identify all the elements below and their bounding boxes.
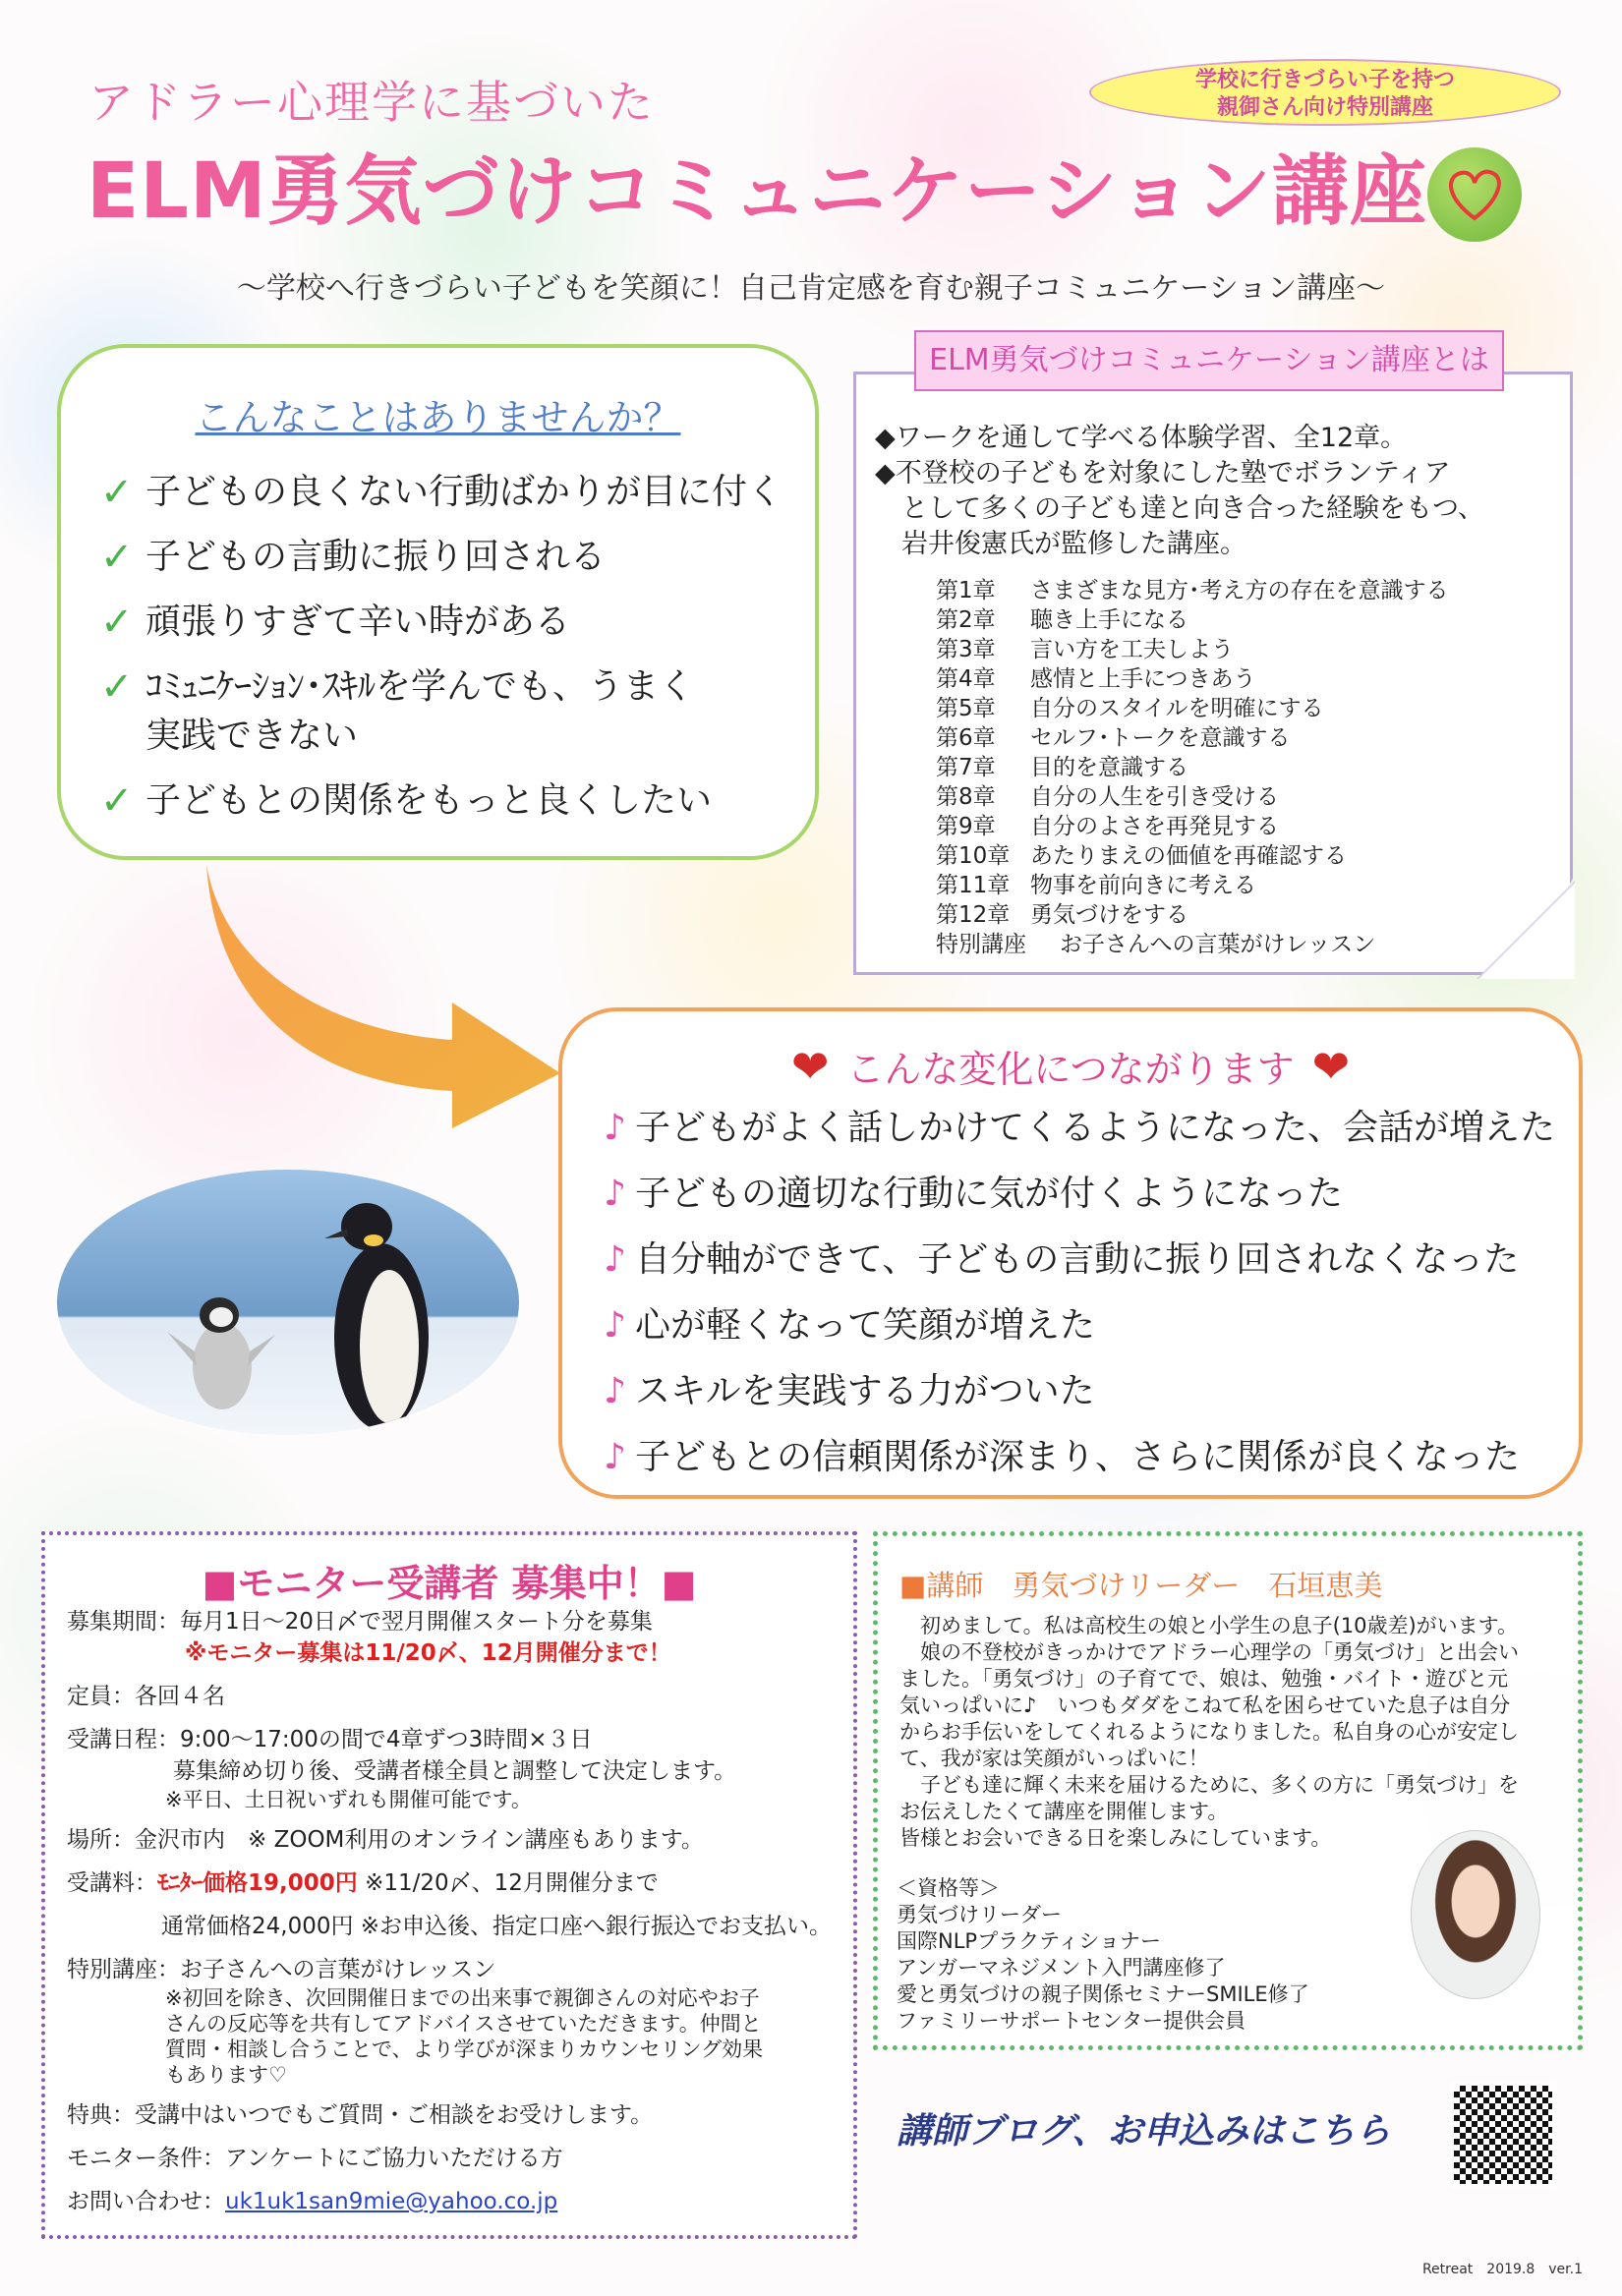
chapter-item — [936, 605, 1449, 635]
questions-box — [57, 344, 819, 860]
chapter-item — [936, 694, 1449, 723]
penguin-photo — [57, 1170, 519, 1435]
list-item — [604, 1236, 1555, 1284]
chapter-text: 聴き上手になる — [1030, 607, 1188, 633]
music-note-icon: ♪ — [604, 1305, 626, 1346]
schedule-note-2: ※平日、土日祝いずれも開催可能です。 — [165, 1788, 532, 1811]
about-intro — [875, 421, 1553, 562]
check-icon: ✓ — [100, 778, 134, 824]
chapter-text: 勇気づけをする — [1030, 902, 1188, 928]
chapter-list — [936, 576, 1449, 959]
chapter-text: あたりまえの価値を再確認する — [1030, 843, 1347, 869]
chapter-number: 特別講座 — [936, 932, 1026, 957]
music-note-icon: ♪ — [604, 1437, 626, 1477]
special-course-note: ※初回を除き、次回開催日までの出来事で親御さんの対応やお子 さんの反応等を共有してアドバイスさせていただきます。仲間と 質問・相談し合うことで、より学びが深まりカウンセリング効果 もあります♡ — [165, 1986, 764, 2087]
teacher-bio: 初めまして。私は高校生の娘と小学生の息子(10歳差)がいます。 娘の不登校がきっかけでアドラー心理学の「勇気づけ」と出会い ました。「勇気づけ」の子育てで、娘は、勉強・バイト・遊びと元 気いっぱいに♪ いつもダダをこねて私を困らせていた息子は自分 からお手伝いをしてくれるようになりました。私自身の心が安定し て、我が家は笑顔がいっぱいに！ 子ども達に輝く未来を届けるために、多くの方に「勇気づけ」を お伝えしたくて講座を開催します。 皆様とお会いできる日を楽しみにしています。 — [899, 1614, 1519, 1850]
changes-heading-row — [562, 1039, 1579, 1093]
questions-list — [100, 468, 782, 841]
chapter-number: 第5章 — [936, 696, 996, 721]
chapter-text: 言い方を工夫しよう — [1030, 637, 1234, 662]
place: 場所：金沢市内 ※ ZOOM利用のオンライン講座もあります。 — [67, 1827, 704, 1853]
changes-heading: こんな変化につながります — [846, 1048, 1295, 1091]
fee-row — [67, 1867, 843, 1899]
changes-list — [604, 1105, 1555, 1500]
schedule-note-1: 募集締め切り後、受講者様全員と調整して決定します。 — [173, 1758, 737, 1784]
chapter-item — [936, 782, 1449, 812]
chapter-number: 第7章 — [936, 755, 996, 780]
about-intro-2: ◆不登校の子どもを対象にした塾でボランティア として多くの子ども達と向き合った経験をもつ、 岩井俊憲氏が監修した講座。 — [875, 458, 1484, 559]
chapter-number: 第4章 — [936, 666, 996, 692]
question-text: 頑張りすぎて辛い時がある — [145, 602, 571, 642]
chapter-item — [936, 930, 1449, 959]
chapter-number: 第9章 — [936, 814, 996, 839]
perk: 特典：受講中はいつでもご質問・ご相談をお受けします。 — [67, 2102, 654, 2128]
heart-ball-icon — [1427, 147, 1522, 242]
questions-heading: こんなことはありませんか？ — [195, 396, 681, 439]
change-text: 心が軽くなって笑顔が増えた — [635, 1305, 1096, 1346]
monitor-title: ■モニター受講者 募集中！■ — [202, 1562, 697, 1605]
chapter-item — [936, 635, 1449, 664]
list-item — [604, 1105, 1555, 1152]
tagline: ～学校へ行きづらい子どもを笑顔に！自己肯定感を育む親子コミュニケーション講座～ — [236, 271, 1386, 306]
chapter-text: 自分のよさを再発見する — [1030, 814, 1279, 839]
recruit-period: 募集期間：毎月1日～20日〆で翌月開催スタート分を募集 — [67, 1609, 653, 1635]
chapter-item — [936, 841, 1449, 871]
list-item — [100, 662, 782, 761]
list-item — [604, 1171, 1555, 1218]
check-icon: ✓ — [100, 664, 134, 710]
question-text: 子どもとの関係をもっと良くしたい — [145, 780, 713, 821]
schedule: 受講日程：9:00～17:00の間で4章ずつ3時間×３日 — [67, 1727, 593, 1752]
chapter-text: 自分のスタイルを明確にする — [1030, 696, 1324, 721]
chapter-text: お子さんへの言葉がけレッスン — [1060, 932, 1376, 957]
change-text: 子どもがよく話しかけてくるようになった、会話が増えた — [635, 1108, 1556, 1148]
list-item — [604, 1368, 1555, 1415]
chapter-number: 第6章 — [936, 725, 996, 751]
music-note-icon: ♪ — [604, 1174, 626, 1214]
chapter-text: セルフ･トークを意識する — [1030, 725, 1291, 751]
monitor-condition: モニター条件：アンケートにご協力いただける方 — [67, 2146, 563, 2171]
chapter-item — [936, 576, 1449, 605]
music-note-icon: ♪ — [604, 1239, 626, 1280]
check-icon: ✓ — [100, 535, 134, 580]
about-title: ELM勇気づけコミュニケーション講座とは — [914, 330, 1504, 391]
chapter-number: 第10章 — [936, 843, 1011, 869]
chapter-number: 第3章 — [936, 637, 996, 662]
music-note-icon: ♪ — [604, 1371, 626, 1411]
version-label: Retreat 2019.8 ver.1 — [1421, 2262, 1583, 2277]
badge-line-2: 親御さん向け特別講座 — [1216, 95, 1433, 120]
check-icon: ✓ — [100, 470, 134, 515]
question-text: 子どもの言動に振り回される — [145, 537, 607, 577]
chapter-text: 感情と上手につきあう — [1030, 666, 1256, 692]
badge-line-1: 学校に行きづらい子を持つ — [1194, 68, 1455, 92]
monitor-price-note: ※11/20〆、12月開催分まで — [357, 1870, 659, 1896]
monitor-price: ﾓﾆﾀｰ価格19,000円 — [157, 1870, 358, 1896]
curved-arrow-icon — [197, 865, 590, 1130]
list-item — [100, 776, 782, 826]
monitor-box — [41, 1531, 857, 2239]
contact-label: お問い合わせ： — [67, 2189, 225, 2214]
capacity: 定員：各回４名 — [67, 1684, 225, 1709]
question-text: ｺﾐｭﾆｹｰｼｮﾝ･ｽｷﾙを学んでも、うまく 実践できない — [145, 666, 695, 756]
chapter-text: 自分の人生を引き受ける — [1030, 784, 1279, 810]
contact-row — [67, 2186, 843, 2217]
recruit-period-note: ※モニター募集は11/20〆、12月開催分まで！ — [185, 1640, 671, 1666]
list-item — [100, 598, 782, 647]
change-text: 自分軸ができて、子どもの言動に振り回されなくなった — [635, 1239, 1520, 1280]
target-badge — [1089, 59, 1561, 126]
change-text: スキルを実践する力がついた — [635, 1371, 1095, 1411]
chapter-text: さまざまな見方･考え方の存在を意識する — [1030, 578, 1449, 603]
chapter-item — [936, 753, 1449, 782]
teacher-title: ■講師 勇気づけリーダー 石垣恵美 — [899, 1569, 1383, 1602]
teacher-avatar — [1411, 1830, 1540, 1999]
heart-icon: ❤ — [790, 1040, 830, 1093]
chapter-text: 物事を前向きに考える — [1030, 873, 1256, 898]
chapter-item — [936, 900, 1449, 930]
chapter-item — [936, 871, 1449, 900]
question-text: 子どもの良くない行動ばかりが目に付く — [145, 472, 783, 512]
chapter-number: 第12章 — [936, 902, 1011, 928]
list-item — [100, 468, 782, 517]
blog-link[interactable]: 講師ブログ、お申込みはこちら — [897, 2111, 1391, 2152]
chapter-number: 第2章 — [936, 607, 996, 633]
list-item — [604, 1302, 1555, 1349]
check-icon: ✓ — [100, 600, 134, 645]
contact-email-link[interactable]: uk1uk1san9mie@yahoo.co.jp — [225, 2189, 558, 2214]
page-title: ELM勇気づけコミュニケーション講座 — [87, 147, 1427, 236]
chapter-text: 目的を意識する — [1030, 755, 1188, 780]
heart-icon: ❤ — [1311, 1040, 1351, 1093]
special-course: 特別講座：お子さんへの言葉がけレッスン — [67, 1957, 496, 1982]
fee-label: 受講料： — [67, 1870, 157, 1896]
list-item — [100, 533, 782, 582]
chapter-item — [936, 664, 1449, 694]
chapter-item — [936, 812, 1449, 841]
header-subtitle: アドラー心理学に基づいた — [88, 76, 655, 129]
qr-code-icon[interactable] — [1450, 2082, 1556, 2188]
chapter-number: 第11章 — [936, 873, 1011, 898]
monitor-details — [67, 1606, 843, 2217]
list-item — [604, 1434, 1555, 1481]
chapter-item — [936, 723, 1449, 753]
music-note-icon: ♪ — [604, 1108, 626, 1148]
change-text: 子どもとの信頼関係が深まり、さらに関係が良くなった — [635, 1437, 1521, 1477]
change-text: 子どもの適切な行動に気が付くようになった — [635, 1174, 1344, 1214]
changes-box — [558, 1007, 1583, 1499]
normal-price: 通常価格24,000円 ※お申込後、指定口座へ銀行振込でお支払い。 — [161, 1914, 833, 1939]
chapter-number: 第1章 — [936, 578, 996, 603]
about-intro-1: ◆ワークを通して学べる体験学習、全12章。 — [875, 423, 1408, 453]
teacher-credentials: ＜資格等＞ 勇気づけリーダー 国際NLPプラクティショナー アンガーマネジメント入門講座修了 愛と勇気づけの親子関係セミナーSMILE修了 ファミリーサポートセンター提供会員 — [897, 1876, 1309, 2033]
chapter-number: 第8章 — [936, 784, 996, 810]
